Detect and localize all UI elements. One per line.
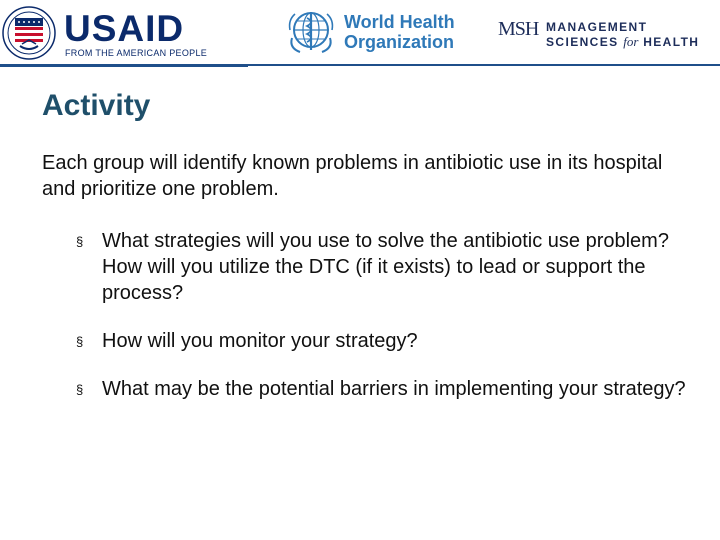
intro-text: Each group will identify known problems in antibiotic use in its hospital and prioritize one problem.: [42, 152, 663, 200]
msh-name-line-2: SCIENCES for HEALTH: [546, 34, 700, 49]
bullet-marker-icon: §: [76, 234, 84, 249]
bullet-marker-icon: §: [76, 382, 84, 397]
who-logo: [286, 6, 466, 58]
bullet-text: What may be the potential barriers in implementing your strategy?: [102, 378, 686, 400]
bullet-marker-icon: §: [76, 334, 84, 349]
bullet-text: How will you monitor your strategy?: [102, 330, 418, 352]
msh-mark: MSH: [498, 18, 539, 40]
slide-title: Activity: [42, 89, 151, 122]
msh-logo: [496, 10, 716, 56]
header-divider-accent: [0, 64, 248, 67]
bullet-text: What strategies will you use to solve the antibiotic use problem? How will you utilize the DTC (if it exists) to lead or support the process?: [102, 230, 669, 304]
bullet-item: [76, 328, 696, 354]
who-emblem-icon: [286, 8, 336, 56]
usaid-seal-icon: [2, 6, 56, 60]
logo-header: [0, 0, 720, 66]
usaid-wordmark: USAID: [64, 8, 185, 49]
bullet-item: [76, 376, 696, 402]
who-name-line-2: Organization: [344, 32, 455, 52]
msh-name-line-1: MANAGEMENT: [546, 20, 648, 34]
usaid-tagline: FROM THE AMERICAN PEOPLE: [65, 48, 208, 58]
who-name-line-1: World Health: [344, 12, 455, 32]
usaid-logo: [0, 4, 208, 60]
bullet-item: [76, 228, 696, 306]
bullet-list: [76, 228, 696, 424]
